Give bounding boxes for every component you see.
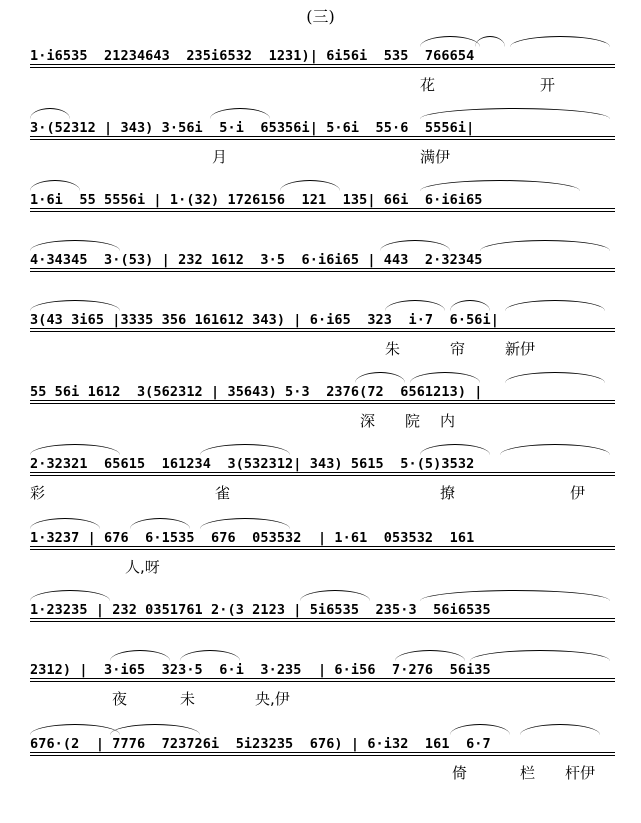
notation-system bbox=[0, 100, 641, 170]
lyrics-line bbox=[0, 74, 641, 96]
notation-system bbox=[0, 28, 641, 98]
notation-line: 2312) | 3·i65 323·5 6·i 3·235 | 6·i56 7·276 56i35 bbox=[30, 662, 491, 678]
notation-system bbox=[0, 642, 641, 712]
slur-mark bbox=[110, 724, 200, 735]
lyric-word: 彩 bbox=[30, 484, 46, 502]
slur-mark bbox=[420, 108, 610, 119]
slur-mark bbox=[210, 108, 270, 119]
notation-line: 676·(2 | 7776 723726i 5i23235 676) | 6·i32 161 6·7 bbox=[30, 736, 491, 752]
beam-underline bbox=[30, 400, 615, 401]
slur-mark bbox=[355, 372, 405, 383]
lyrics-line bbox=[0, 410, 641, 432]
beam-underline bbox=[30, 211, 615, 212]
lyrics-line bbox=[0, 146, 641, 168]
beam-underline bbox=[30, 136, 615, 137]
slur-mark bbox=[510, 36, 610, 47]
beam-underline bbox=[30, 475, 615, 476]
lyric-word: 朱 bbox=[385, 340, 401, 358]
beam-underline bbox=[30, 618, 615, 619]
lyric-word: 院 bbox=[405, 412, 421, 430]
beam-underline bbox=[30, 139, 615, 140]
slur-mark bbox=[420, 590, 610, 601]
beam-underline bbox=[30, 752, 615, 753]
lyrics-line bbox=[0, 482, 641, 504]
lyric-word: 倚 bbox=[452, 764, 468, 782]
lyric-word: 月 bbox=[212, 148, 228, 166]
lyric-word: 伊 bbox=[570, 484, 586, 502]
lyric-word: 未 bbox=[180, 690, 196, 708]
section-heading: (三) bbox=[306, 7, 335, 26]
lyric-word: 雀 bbox=[215, 484, 231, 502]
beam-underline bbox=[30, 208, 615, 209]
slur-mark bbox=[420, 180, 580, 191]
slur-mark bbox=[475, 36, 505, 47]
lyric-word: 夜 bbox=[112, 690, 128, 708]
lyric-word: 开 bbox=[540, 76, 556, 94]
lyrics-line bbox=[0, 338, 641, 360]
notation-line: 3(43 3i65 |3335 356 161612 343) | 6·i65 323 i·7 6·56i| bbox=[30, 312, 499, 328]
slur-mark bbox=[30, 518, 100, 529]
slur-mark bbox=[300, 590, 370, 601]
slur-mark bbox=[420, 36, 480, 47]
beam-underline bbox=[30, 621, 615, 622]
lyric-word: 央,伊 bbox=[255, 690, 290, 708]
slur-mark bbox=[30, 240, 120, 251]
lyric-word: 撩 bbox=[440, 484, 456, 502]
lyric-word: 满伊 bbox=[420, 148, 451, 166]
notation-line: 1·23235 | 232 0351761 2·(3 2123 | 5i6535 235·3 56i6535 bbox=[30, 602, 491, 618]
lyric-word: 新伊 bbox=[505, 340, 536, 358]
slur-mark bbox=[380, 240, 450, 251]
lyric-word: 深 bbox=[360, 412, 376, 430]
slur-mark bbox=[130, 518, 190, 529]
slur-mark bbox=[30, 590, 110, 601]
lyrics-line bbox=[0, 762, 641, 784]
slur-mark bbox=[200, 444, 290, 455]
lyrics-line bbox=[0, 688, 641, 710]
lyric-word: 内 bbox=[440, 412, 456, 430]
slur-mark bbox=[450, 724, 510, 735]
slur-mark bbox=[500, 444, 610, 455]
beam-underline bbox=[30, 546, 615, 547]
beam-underline bbox=[30, 472, 615, 473]
lyric-word: 人,呀 bbox=[125, 558, 160, 576]
beam-underline bbox=[30, 268, 615, 269]
beam-underline bbox=[30, 271, 615, 272]
lyric-word: 杆伊 bbox=[565, 764, 596, 782]
notation-line: 1·i6535 21234643 235i6532 1231)| 6i56i 535 766654 bbox=[30, 48, 475, 64]
lyric-word: 栏 bbox=[520, 764, 536, 782]
slur-mark bbox=[420, 444, 490, 455]
notation-line: 2·32321 65615 161234 3(532312| 343) 5615 5·(5)3532 bbox=[30, 456, 475, 472]
lyrics-line bbox=[0, 556, 641, 578]
notation-line: 3·(52312 | 343) 3·56i 5·i 65356i| 5·6i 55·6 5556i| bbox=[30, 120, 475, 136]
slur-mark bbox=[30, 108, 70, 119]
slur-mark bbox=[505, 300, 605, 311]
slur-mark bbox=[480, 240, 610, 251]
slur-mark bbox=[395, 650, 465, 661]
notation-line: 1·3237 | 676 6·1535 676 053532 | 1·61 053532 161 bbox=[30, 530, 475, 546]
lyric-word: 花 bbox=[420, 76, 436, 94]
slur-mark bbox=[30, 300, 120, 311]
notation-system bbox=[0, 292, 641, 362]
notation-system bbox=[0, 716, 641, 786]
beam-underline bbox=[30, 678, 615, 679]
beam-underline bbox=[30, 328, 615, 329]
notation-system bbox=[0, 510, 641, 580]
beam-underline bbox=[30, 549, 615, 550]
slur-mark bbox=[410, 372, 480, 383]
slur-mark bbox=[520, 724, 600, 735]
beam-underline bbox=[30, 67, 615, 68]
slur-mark bbox=[470, 650, 610, 661]
slur-mark bbox=[180, 650, 240, 661]
slur-mark bbox=[505, 372, 605, 383]
slur-mark bbox=[450, 300, 490, 311]
notation-line: 1·6i 55 5556i | 1·(32) 1726156 121 135| 66i 6·i6i65 bbox=[30, 192, 483, 208]
slur-mark bbox=[110, 650, 170, 661]
beam-underline bbox=[30, 403, 615, 404]
slur-mark bbox=[280, 180, 340, 191]
notation-system bbox=[0, 364, 641, 434]
slur-mark bbox=[200, 518, 290, 529]
lyric-word: 帘 bbox=[450, 340, 466, 358]
beam-underline bbox=[30, 64, 615, 65]
notation-system bbox=[0, 436, 641, 506]
slur-mark bbox=[30, 724, 120, 735]
slur-mark bbox=[30, 180, 80, 191]
beam-underline bbox=[30, 331, 615, 332]
beam-underline bbox=[30, 755, 615, 756]
slur-mark bbox=[385, 300, 445, 311]
slur-mark bbox=[30, 444, 120, 455]
beam-underline bbox=[30, 681, 615, 682]
notation-line: 4·34345 3·(53) | 232 1612 3·5 6·i6i65 | 443 2·32345 bbox=[30, 252, 483, 268]
notation-line: 55 56i 1612 3(562312 | 35643) 5·3 2376(72 6561213) | bbox=[30, 384, 483, 400]
